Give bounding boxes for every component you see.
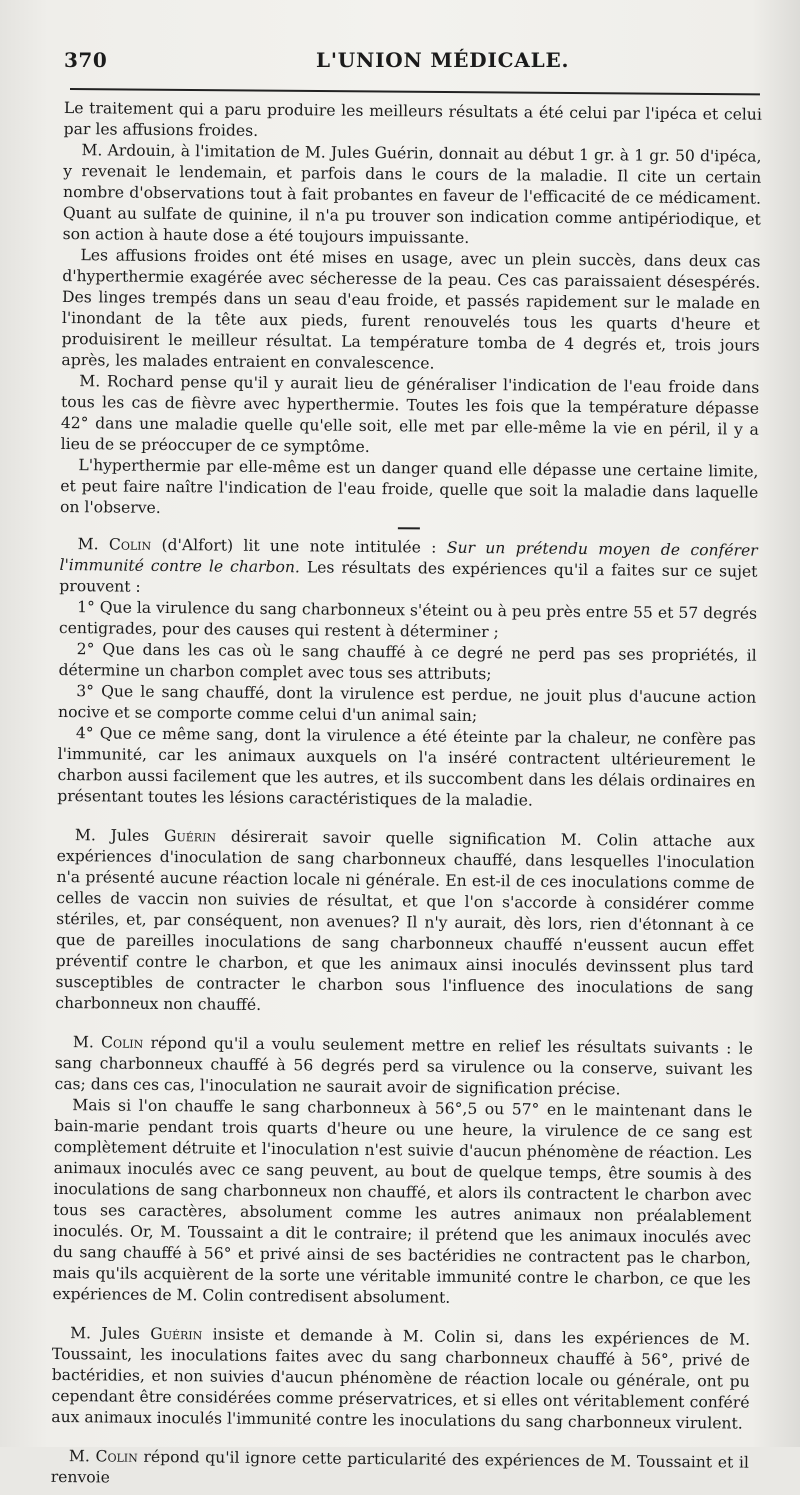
finding-1: 1° Que la virulence du sang charbonneux s'éteint ou à peu près entre 55 et 57 degrés centigrades, pour des causes qui restent à déterminer ; [58, 598, 758, 642]
speaker-name: Colin [95, 1447, 138, 1466]
colin-intro: (d'Alfort) lit une note intitulée : [151, 535, 447, 557]
speaker-name: M. Colin [77, 535, 152, 554]
speaker-prefix: M. Jules [70, 1324, 151, 1343]
colin-after-title: Les résultats des expériences qu'il a faites sur ce sujet prouvent : [59, 558, 758, 596]
speaker-name: Guérin [150, 1324, 203, 1344]
section-separator [398, 527, 420, 529]
finding-2: 2° Que dans les cas où le sang chauffé à ce degré ne perd pas ses propriétés, il détermine un charbon complet avec tous ses attributs; [58, 640, 757, 684]
paragraph-rochard: M. Rochard pense qu'il y aurait lieu de généraliser l'indication de l'eau froide dans tous les cas de fièvre avec hyperthermie. Toutes les fois que la température dépasse 42° dans une maladie quelle qu'elle soit, elle met par elle-même la vie en péril, il y a lieu de se préoccuper de ce symptôme. [60, 372, 760, 456]
paragraph-text: répond qu'il a voulu seulement mettre en relief les résultats suivants : le sang charbonneux chauffé à 56 degrés perd sa virulence ou la conserve, suivant les cas; dans ces cas, l'inoculation ne saurait avoir de signification précise. [54, 1033, 753, 1099]
speaker-prefix: M. [72, 1033, 102, 1052]
paragraph-colin-reply [54, 1032, 753, 1102]
paragraph-affusions: Les affusions froides ont été mises en usage, avec un plein succès, dans deux cas d'hyperthermie exagérée avec sécheresse de la peau. Ces cas paraissaient désespérés. Des linges trempés dans un seau d'eau froide, et passés rapidement sur le malade en l'inondant de la tête aux pieds, furent renouvelés tous les quarts d'heure et produisirent le meilleur résultat. La température tomba de 4 degrés et, trois jours après, les malades entraient en convalescence. [61, 246, 761, 373]
speaker-name: Guérin [163, 826, 217, 846]
paragraph-ardouin: M. Ardouin, à l'imitation de M. Jules Guérin, donnait au début 1 gr. à 1 gr. 50 d'ipéca, y revenait le lendemain, et parfois dans le cours de la maladie. Il cite un certain nombre d'observations tout à fait probantes en faveur de l'efficacité de ce médicament. Quant au sulfate de quinine, il n'a pu trouver son indication comme antipériodique, et son action à haute dose a été toujours impuissante. [62, 141, 762, 247]
paragraph-treatment: Le traitement qui a paru produire les meilleurs résultats a été celui par l'ipéca et celui par les affusions froides. [63, 98, 762, 140]
paragraph-colin-explanation: Mais si l'on chauffe le sang charbonneux à 56°,5 ou 57° en le maintenant dans le bain-marie pendant trois quarts d'heure ou une heure, la virulence de ce sang est complètement détruite et l'inoculation n'est suivie d'aucun phénomène de réaction. Les animaux inoculés avec ce sang peuvent, au bout de quelque temps, être soumis à des inoculations de sang charbonneux non chauffé, et alors ils contractent le charbon avec tous ses caractères, absolument comme les autres animaux non préalablement inoculés. Or, M. Toussaint a dit le contraire; il prétend que les animaux inoculés avec du sang chauffé à 56° et privé ainsi de ses bactéridies ne contractent pas le charbon, mais qu'ils acquièrent de la sorte une véritable immunité contre le charbon, ce que les expériences de M. Colin contredisent absolument. [52, 1096, 753, 1307]
page-header [64, 44, 754, 74]
paragraph-text: désirerait savoir quelle signification M. Colin attache aux expériences d'inoculation de sang charbonneux chauffé, dans lesquelles l'inoculation n'a présenté aucune réaction locale ni générale. En est-il de ces inoculations comme de celles de vaccin non suivies de résultat, et que l'on s'accorde à considérer comme stériles, et, par conséquent, non avenues? Il n'y aurait, dès lors, rien d'étonnant à ce que de pareilles inoculations de sang charbonneux chauffé n'eussent aucun effet préventif contre le charbon, et que les animaux ainsi inoculés devinssent plus tard susceptibles de contracter le charbon sous l'influence des inoculations de sang charbonneux non chauffé. [55, 827, 755, 1014]
header-rule [70, 88, 760, 95]
note-title: Sur un prétendu moyen de conférer l'immunité contre le charbon. [59, 538, 758, 577]
paragraph-guerin-insists [51, 1323, 750, 1435]
paragraph-guerin-question [55, 825, 755, 1021]
paragraph-text: insiste et demande à M. Colin si, dans les expériences de M. Toussaint, les inoculations faites avec du sang charbonneux chauffé à 56°, privé de bactéridies, et non suivies d'aucun phénomène de réaction locale ou générale, ont pu cependant être considérées comme préservatrices, et si elles ont véritablement conféré aux animaux inoculés l'immunité contre les inoculations du sang charbonneux virulent. [51, 1325, 751, 1433]
paragraph-hyperthermie: L'hyperthermie par elle-même est un danger quand elle dépasse une certaine limite, et peut faire naître l'indication de l'eau froide, quelle que soit la maladie dans laquelle on l'observe. [59, 456, 759, 517]
page-number: 370 [64, 48, 108, 72]
body-text [51, 98, 762, 1495]
speaker-prefix: M. [68, 1447, 96, 1466]
finding-3: 3° Que le sang chauffé, dont la virulence est perdue, ne jouit plus d'aucune action nocive et se comporte comme celui d'un animal sain; [58, 682, 757, 725]
paragraph-text: répond qu'il ignore cette particularité des expériences de M. Toussaint et il renvoie [50, 1447, 750, 1487]
speaker-name: Colin [101, 1033, 144, 1052]
speaker-prefix: M. Jules [74, 826, 165, 845]
paragraph-colin-note [59, 534, 758, 604]
running-title: L'UNION MÉDICALE. [316, 48, 570, 72]
finding-4: 4° Que ce même sang, dont la virulence a été éteinte par la chaleur, ne confère pas l'immunité, car les animaux auxquels on l'a inséré contractent ultérieurement le charbon aussi facilement que les autres, et ils succombent dans les délais ordinaires en présentant toutes les lésions caractéristiques de la maladie. [57, 724, 756, 810]
paragraph-colin-final [51, 1446, 749, 1495]
